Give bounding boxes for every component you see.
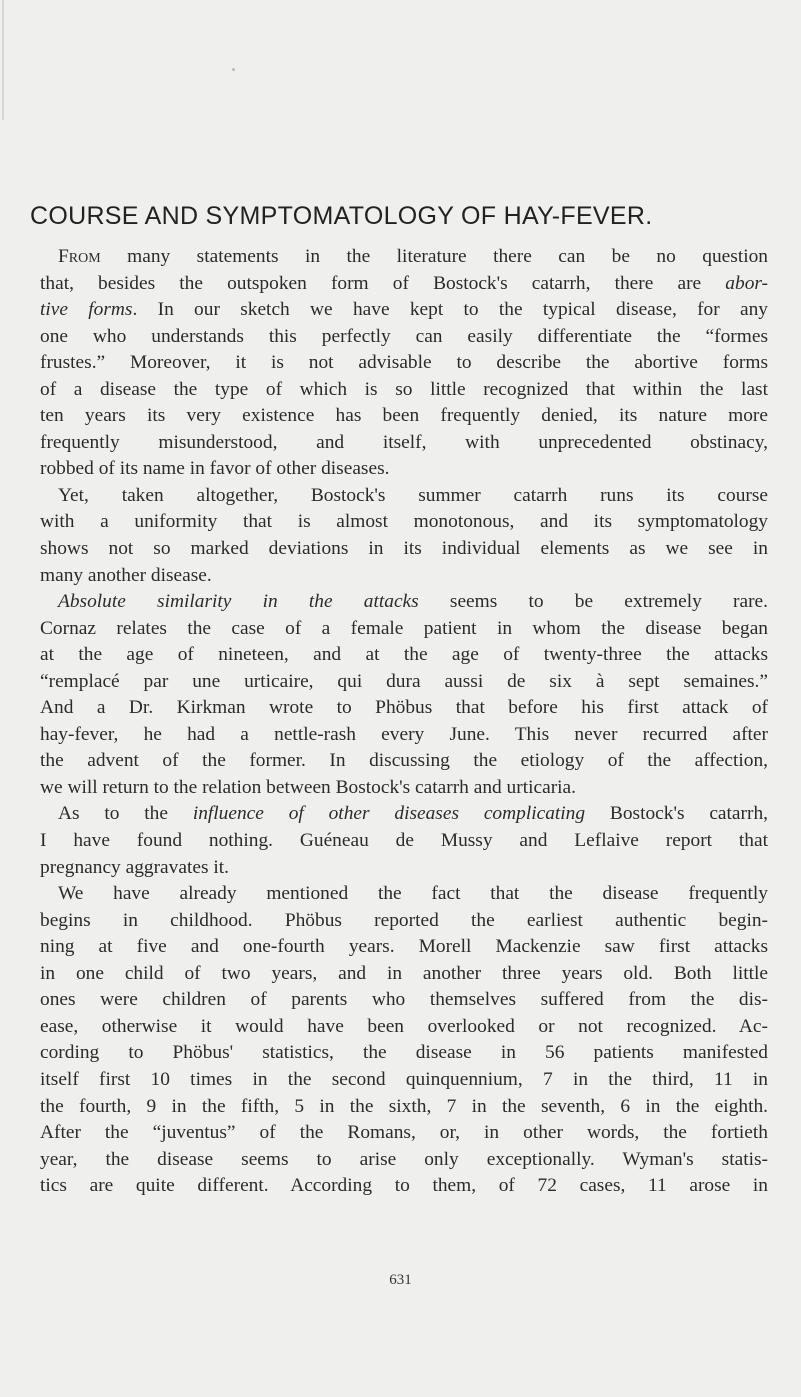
text-line: frustes.” Moreover, it is not advisable to describe the abortive forms <box>40 352 768 374</box>
paragraph-3 <box>40 589 768 801</box>
text-line: robbed of its name in favor of other diseases. <box>40 458 390 480</box>
text-line: pregnancy aggravates it. <box>40 856 229 878</box>
text-line: many another disease. <box>40 564 212 586</box>
text-line: ning at five and one-fourth years. Morell Mackenzie saw first attacks <box>40 936 768 958</box>
text-line: “remplacé par une urticaire, qui dura aussi de six à sept semaines.” <box>40 670 768 692</box>
paragraph-2 <box>40 483 768 589</box>
text-line: in one child of two years, and in another three years old. Both little <box>40 962 768 984</box>
text-line: Cornaz relates the case of a female patient in whom the disease began <box>40 617 768 639</box>
text-line: Yet, taken altogether, Bostock's summer catarrh runs its course <box>58 484 768 506</box>
text-line: one who understands this perfectly can easily differentiate the “formes <box>40 325 768 347</box>
text-line: After the “juventus” of the Romans, or, in other words, the fortieth <box>40 1122 768 1144</box>
text-line: ease, otherwise it would have been overlooked or not recognized. Ac- <box>40 1015 768 1037</box>
text-line: hay-fever, he had a nettle-rash every June. This never recurred after <box>40 723 768 745</box>
text-line: cording to Phöbus' statistics, the disease in 56 patients manifested <box>40 1042 768 1064</box>
text-line: I have found nothing. Guéneau de Mussy and Leflaive report that <box>40 830 768 852</box>
body-text <box>40 244 768 1200</box>
text-line: year, the disease seems to arise only exceptionally. Wyman's statis- <box>40 1148 768 1170</box>
chapter-heading: COURSE AND SYMPTOMATOLOGY OF HAY-FEVER. <box>30 202 653 230</box>
text-line: begins in childhood. Phöbus reported the earliest authentic begin- <box>40 909 768 931</box>
text-line: of a disease the type of which is so little recognized that within the last <box>40 378 768 400</box>
text-line: ones were children of parents who themselves suffered from the dis- <box>40 989 768 1011</box>
text-line: We have already mentioned the fact that the disease frequently <box>58 883 768 905</box>
scan-speck <box>232 68 235 71</box>
text-line: with a uniformity that is almost monotonous, and its symptomatology <box>40 511 768 533</box>
text-line: ten years its very existence has been frequently denied, its nature more <box>40 405 768 427</box>
text-line: From many statements in the literature there can be no question <box>58 246 768 267</box>
text-line: the fourth, 9 in the fifth, 5 in the sixth, 7 in the seventh, 6 in the eighth. <box>40 1095 768 1117</box>
page-number: 631 <box>389 1272 412 1288</box>
paragraph-5 <box>40 881 768 1200</box>
text-line: we will return to the relation between Bostock's catarrh and urticaria. <box>40 776 576 798</box>
scan-edge <box>2 0 4 120</box>
paragraph-1 <box>40 244 768 483</box>
text-line: at the age of nineteen, and at the age of twenty-three the attacks <box>40 644 768 666</box>
text-line: As to the influence of other diseases complicating Bostock's catarrh, <box>58 803 768 825</box>
text-line: tive forms. In our sketch we have kept to the typical disease, for any <box>40 299 768 321</box>
text-line: tics are quite different. According to them, of 72 cases, 11 arose in <box>40 1175 768 1197</box>
text-line: that, besides the outspoken form of Bostock's catarrh, there are abor- <box>40 272 768 294</box>
paragraph-4 <box>40 801 768 881</box>
text-line: the advent of the former. In discussing the etiology of the affection, <box>40 750 768 772</box>
text-line: shows not so marked deviations in its individual elements as we see in <box>40 538 768 560</box>
text-line: Absolute similarity in the attacks seems to be extremely rare. <box>58 591 768 613</box>
text-line: And a Dr. Kirkman wrote to Phöbus that before his first attack of <box>40 697 768 719</box>
text-line: itself first 10 times in the second quinquennium, 7 in the third, 11 in <box>40 1068 768 1090</box>
text-line: frequently misunderstood, and itself, with unprecedented obstinacy, <box>40 431 768 453</box>
